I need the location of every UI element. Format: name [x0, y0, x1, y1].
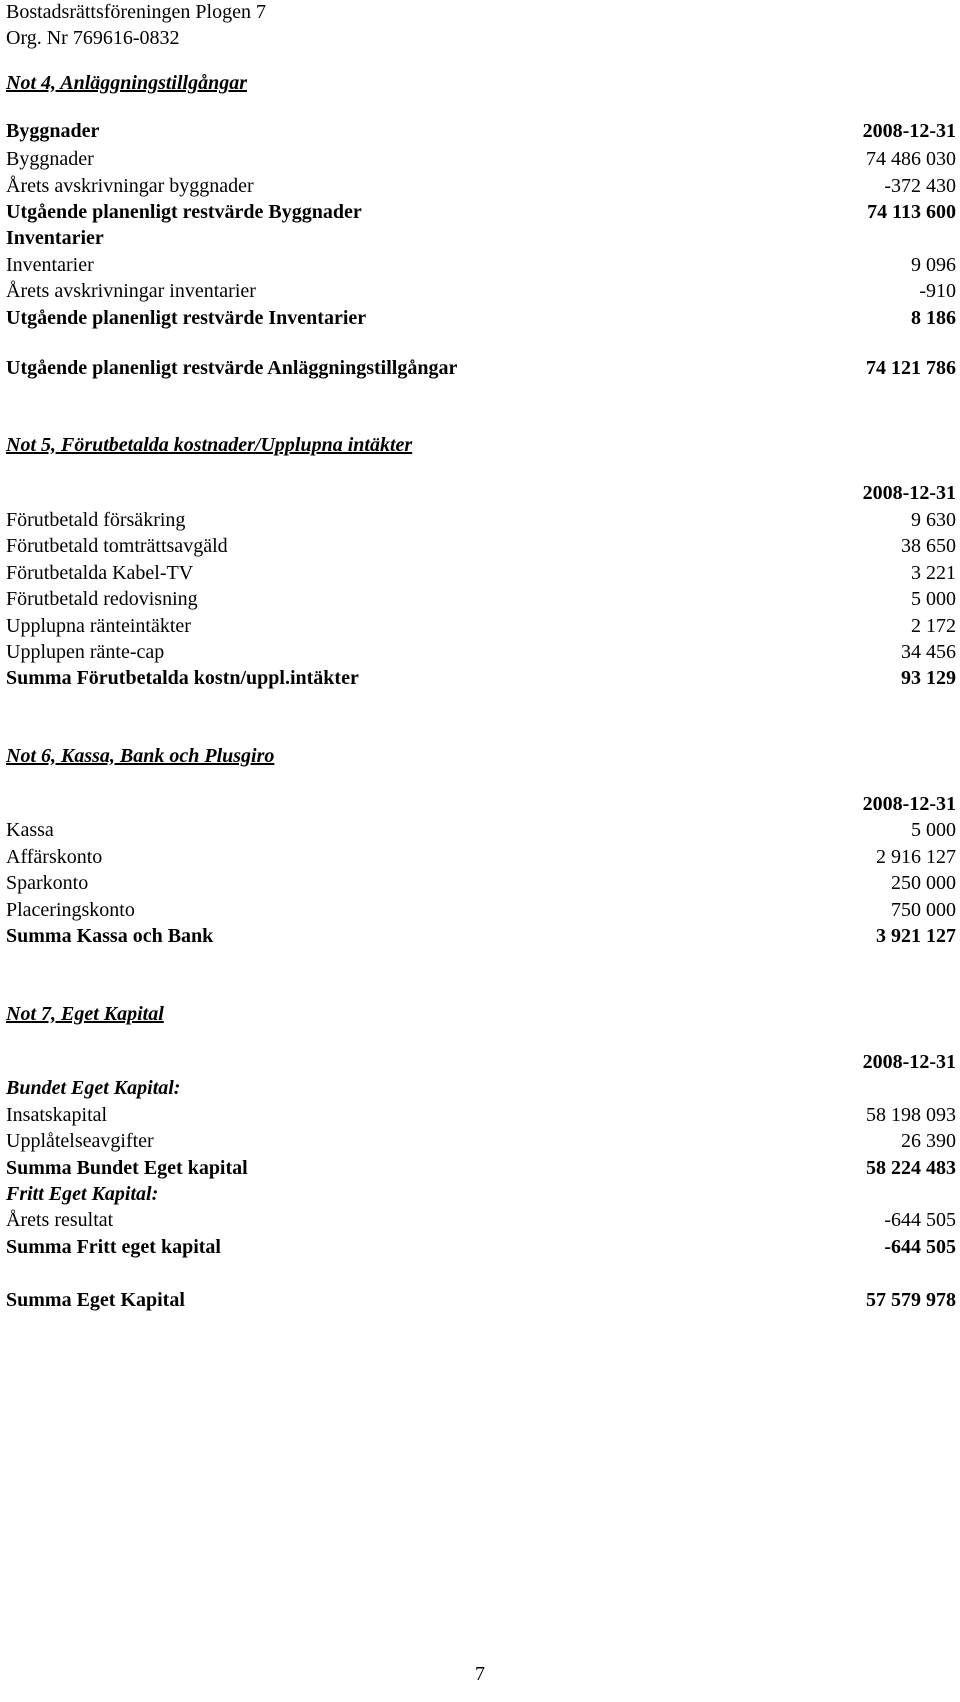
row-value: 5 000 [911, 588, 956, 610]
note-6-heading: Not 6, Kassa, Bank och Plusgiro [6, 745, 275, 767]
table-row [6, 354, 956, 382]
row-label: Summa Bundet Eget kapital [6, 1157, 248, 1179]
row-label: Utgående planenligt restvärde Byggnader [6, 201, 362, 223]
row-value: 74 486 030 [866, 148, 956, 170]
row-label: Insatskapital [6, 1104, 108, 1126]
row-label: Årets avskrivningar byggnader [6, 175, 254, 197]
table-row [6, 1048, 956, 1076]
table-row [6, 1154, 956, 1182]
row-label: Upplupen ränte-cap [6, 641, 165, 663]
row-value: 2 916 127 [876, 846, 956, 868]
row-value: 3 221 [911, 562, 956, 584]
row-label: Summa Förutbetalda kostn/uppl.intäkter [6, 667, 359, 689]
row-label: Summa Fritt eget kapital [6, 1236, 221, 1258]
date-header: 2008-12-31 [862, 1051, 956, 1073]
row-value: 26 390 [901, 1130, 956, 1152]
row-value: 750 000 [891, 899, 956, 921]
table-row [6, 117, 956, 145]
row-label: Summa Kassa och Bank [6, 925, 214, 947]
row-label: Utgående planenligt restvärde Anläggningstillgångar [6, 357, 458, 379]
row-value: 5 000 [911, 819, 956, 841]
row-label: Bundet Eget Kapital: [6, 1077, 181, 1099]
row-value: 58 198 093 [866, 1104, 956, 1126]
row-label: Placeringskonto [6, 899, 135, 921]
row-value: 74 121 786 [866, 357, 956, 379]
table-row [6, 1101, 956, 1129]
date-header: 2008-12-31 [862, 793, 956, 815]
table-row [6, 843, 956, 871]
table-row [6, 664, 956, 692]
table-row [6, 198, 956, 226]
table-row [6, 612, 956, 640]
row-label: Fritt Eget Kapital: [6, 1183, 159, 1205]
table-row [6, 816, 956, 844]
table-row [6, 790, 956, 818]
table-row [6, 638, 956, 666]
row-value: 57 579 978 [866, 1289, 956, 1311]
row-value: 74 113 600 [867, 201, 956, 223]
table-row [6, 479, 956, 507]
row-label: Förutbetald redovisning [6, 588, 198, 610]
row-value: 34 456 [901, 641, 956, 663]
org-number: Org. Nr 769616-0832 [6, 27, 180, 49]
row-value: 250 000 [891, 872, 956, 894]
table-row [6, 304, 956, 332]
row-value: -372 430 [884, 175, 956, 197]
row-label: Årets avskrivningar inventarier [6, 280, 256, 302]
table-row [6, 145, 956, 173]
org-name: Bostadsrättsföreningen Plogen 7 [6, 1, 266, 23]
row-label: Årets resultat [6, 1209, 114, 1231]
table-row [6, 224, 956, 252]
table-row [6, 1127, 956, 1155]
row-label: Upplupna ränteintäkter [6, 615, 191, 637]
row-label: Byggnader [6, 148, 94, 170]
table-row [6, 532, 956, 560]
row-value: 3 921 127 [876, 925, 956, 947]
row-label: Summa Eget Kapital [6, 1289, 185, 1311]
table-row [6, 922, 956, 950]
row-label: Inventarier [6, 227, 104, 249]
table-row [6, 559, 956, 587]
table-row [6, 277, 956, 305]
row-label: Förutbetalda Kabel-TV [6, 562, 194, 584]
table-row [6, 585, 956, 613]
note-7-heading: Not 7, Eget Kapital [6, 1003, 164, 1025]
page-number: 7 [475, 1663, 485, 1685]
table-row [6, 1180, 956, 1208]
row-value: -644 505 [884, 1236, 956, 1258]
row-value: -644 505 [884, 1209, 956, 1231]
note-4-heading: Not 4, Anläggningstillgångar [6, 72, 247, 94]
row-value: 2 172 [911, 615, 956, 637]
table-row [6, 251, 956, 279]
row-value: 38 650 [901, 535, 956, 557]
row-value: 2008-12-31 [862, 120, 956, 142]
table-row [6, 1286, 956, 1314]
row-label: Upplåtelseavgifter [6, 1130, 154, 1152]
row-value: 9 630 [911, 509, 956, 531]
table-row [6, 1233, 956, 1261]
row-label: Förutbetald tomträttsavgäld [6, 535, 228, 557]
row-label: Inventarier [6, 254, 94, 276]
row-value: 9 096 [911, 254, 956, 276]
row-value: -910 [919, 280, 956, 302]
row-label: Förutbetald försäkring [6, 509, 186, 531]
row-label: Utgående planenligt restvärde Inventarier [6, 307, 367, 329]
row-label: Kassa [6, 819, 54, 841]
table-row [6, 896, 956, 924]
row-value: 58 224 483 [866, 1157, 956, 1179]
table-row [6, 506, 956, 534]
table-row [6, 1206, 956, 1234]
date-header: 2008-12-31 [862, 482, 956, 504]
table-row [6, 172, 956, 200]
row-value: 8 186 [911, 307, 956, 329]
row-value: 93 129 [901, 667, 956, 689]
row-label: Sparkonto [6, 872, 89, 894]
note-5-heading: Not 5, Förutbetalda kostnader/Upplupna intäkter [6, 434, 413, 456]
row-label: Byggnader [6, 120, 100, 142]
table-row [6, 1074, 956, 1102]
row-label: Affärskonto [6, 846, 103, 868]
table-row [6, 869, 956, 897]
